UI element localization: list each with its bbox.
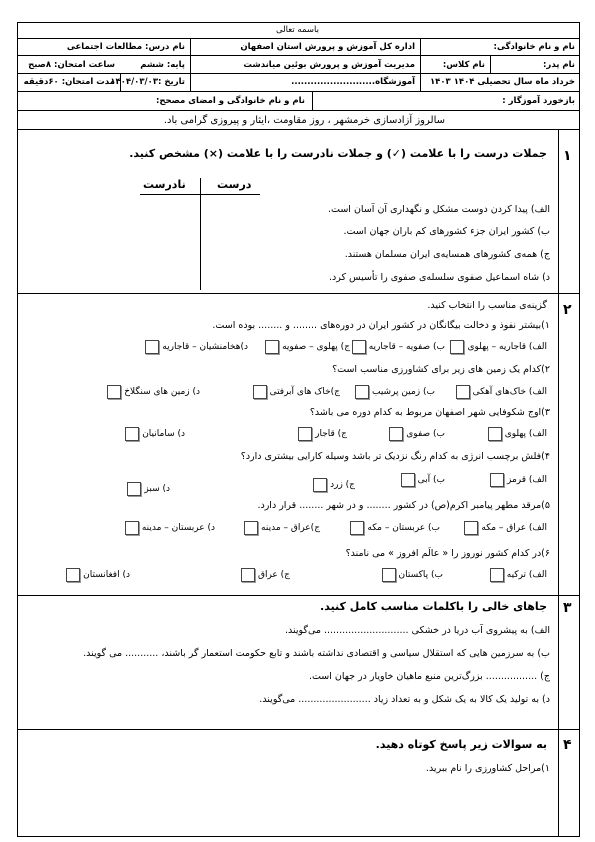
q4-number: ۴ — [563, 737, 572, 753]
q3-item-c: ج) ................. بزرگ‌ترین منبع ماهیان خاویار در جهان است. — [308, 671, 550, 682]
checkbox[interactable] — [127, 482, 141, 496]
top-title: باسمه تعالی — [276, 25, 319, 35]
motto: سالروز آزادسازی خرمشهر ، روز مقاومت ،ایثار و پیروزی گرامی باد. — [163, 115, 445, 126]
q3-number: ۳ — [563, 600, 572, 616]
q2-4-option-d[interactable]: د) سبز — [127, 482, 170, 496]
q1-title: جملات درست را با علامت (✓) و جملات نادرست را با علامت (×) مشخص کنید. — [129, 147, 547, 160]
q2-3-option-c[interactable]: ج) قاجار — [298, 427, 347, 441]
q1-item-a: الف) پیدا کردن دوست مشکل و نگهداری آن آسان است. — [327, 204, 550, 215]
q2-6-option-a[interactable]: الف) ترکیه — [490, 568, 547, 582]
q2-6-option-c[interactable]: ج) عراق — [241, 568, 290, 582]
checkbox[interactable] — [352, 340, 366, 354]
subject-label: نام درس: مطالعات اجتماعی — [66, 42, 185, 52]
q2-question-6: ۶)در کدام کشور نوروز را « عالَم افروز » می نامند؟ — [345, 548, 550, 559]
q2-1-option-c[interactable]: ج) پهلوی – صفویه — [265, 340, 350, 354]
checkbox[interactable] — [66, 568, 80, 582]
school-label: آموزشگاه.......................... — [291, 77, 415, 87]
checkbox[interactable] — [125, 521, 139, 535]
q1-col-false: نادرست — [143, 178, 186, 191]
checkbox[interactable] — [490, 473, 504, 487]
q2-3-option-d[interactable]: د) سامانیان — [125, 427, 185, 441]
q2-5-option-c[interactable]: ج)عراق – مدینه — [244, 521, 320, 535]
checkbox[interactable] — [456, 385, 470, 399]
q2-5-option-a[interactable]: الف) عراق – مکه — [464, 521, 547, 535]
student-name-label: نام و نام خانوادگی: — [493, 42, 575, 52]
q2-2-option-c[interactable]: ج)خاک های آبرفتی — [253, 385, 340, 399]
father-name-label: نام پدر: — [543, 60, 575, 70]
reviewer-label: بازخورد آموزگار : — [502, 96, 575, 106]
q2-1-option-a[interactable]: الف) قاجاریه – پهلوی — [450, 340, 547, 354]
q3-item-a: الف) به پیشروی آب دریا در خشکی ............................ می‌گویند. — [285, 625, 550, 636]
q2-1-option-d[interactable]: د)هخامنشیان – قاجاریه — [145, 340, 248, 354]
checkbox[interactable] — [382, 568, 396, 582]
q2-question-4: ۴)فلش برچسب انرژی به کدام رنگ نزدیک تر باشد وسیله کارایی بیشتری دارد؟ — [240, 451, 550, 462]
checkbox[interactable] — [401, 473, 415, 487]
q3-title: جاهای خالی را باکلمات مناسب کامل کنید. — [320, 600, 547, 613]
q2-1-option-b[interactable]: ب) صفویه – قاجاریه — [352, 340, 445, 354]
q2-4-option-b[interactable]: ب) آبی — [401, 473, 445, 487]
q2-6-option-b[interactable]: ب) پاکستان — [382, 568, 443, 582]
q2-question-2: ۲)کدام یک زمین های زیر برای کشاورزی مناسب است؟ — [332, 364, 550, 375]
q2-intro: گزینه‌ی مناسب را انتخاب کنید. — [427, 300, 547, 311]
q4-title: به سوالات زیر پاسخ کوتاه دهید. — [375, 738, 547, 751]
duration-label: مدت امتحان: ۶۰دقیقه — [23, 77, 115, 87]
q1-number: ۱ — [563, 148, 572, 164]
q4-item-1: ۱)مراحل کشاورزی را نام ببرید. — [425, 763, 550, 774]
q2-4-option-a[interactable]: الف) قرمز — [490, 473, 547, 487]
q2-5-option-d[interactable]: د) عربستان – مدینه — [125, 521, 215, 535]
q3-item-b: ب) به سرزمین هایی که استقلال سیاسی و اقتصادی نداشته باشند و تابع حکومت استعمار گر باشند، ........... می گویند. — [83, 648, 550, 659]
q2-3-option-b[interactable]: ب) صفوی — [389, 427, 445, 441]
checkbox[interactable] — [298, 427, 312, 441]
checkbox[interactable] — [107, 385, 121, 399]
q2-3-option-a[interactable]: الف) پهلوی — [488, 427, 547, 441]
org-line2: مدیریت آموزش و پرورش بوئین میاندشت — [243, 60, 415, 70]
checkbox[interactable] — [350, 521, 364, 535]
class-label: نام کلاس: — [442, 60, 485, 70]
q1-col-true: درست — [217, 178, 252, 191]
checkbox[interactable] — [313, 478, 327, 492]
q2-question-5: ۵)مرقد مطهر پیامبر اکرم(ص) در کشور ........ و در شهر ........ قرار دارد. — [257, 500, 550, 511]
q1-item-c: ج) همه‌ی کشورهای همسایه‌ی ایران مسلمان هستند. — [344, 249, 550, 260]
org-line1: اداره کل آموزش و پرورش استان اصفهان — [240, 42, 415, 52]
grade-label: پایه: ششم — [140, 60, 185, 70]
date-label: تاریخ :۱۴۰۴/۰۳/۰۳ — [110, 77, 185, 87]
q2-question-3: ۳)اوج شکوفایی شهر اصفهان مربوط به کدام دوره می باشد؟ — [309, 407, 550, 418]
q2-number: ۲ — [563, 302, 572, 318]
q1-item-b: ب) کشور ایران جزء کشورهای کم باران جهان است. — [343, 226, 550, 237]
q2-2-option-a[interactable]: الف) خاک‌های آهکی — [456, 385, 547, 399]
q2-question-1: ۱)بیشتر نفوذ و دخالت بیگانگان در کشور ایران در دوره‌های ........ و ........ بوده است. — [212, 320, 550, 331]
checkbox[interactable] — [389, 427, 403, 441]
checkbox[interactable] — [490, 568, 504, 582]
q2-4-option-c[interactable]: ج) زرد — [313, 478, 355, 492]
time-label: ساعت امتحان: ۸صبح — [28, 60, 115, 70]
checkbox[interactable] — [265, 340, 279, 354]
q2-2-option-b[interactable]: ب) زمین پرشیب — [355, 385, 435, 399]
checkbox[interactable] — [125, 427, 139, 441]
checkbox[interactable] — [450, 340, 464, 354]
checkbox[interactable] — [241, 568, 255, 582]
exam-date-label: خرداد ماه سال تحصیلی ۱۴۰۴ ۱۴۰۳ — [429, 77, 575, 87]
q1-item-d: د) شاه اسماعیل صفوی سلسله‌ی صفوی را تأسیس کرد. — [328, 272, 550, 283]
checkbox[interactable] — [145, 340, 159, 354]
q3-item-d: د) به تولید یک کالا به یک شکل و به تعداد زیاد ........................ می‌گویند. — [259, 694, 550, 705]
checkbox[interactable] — [355, 385, 369, 399]
corrector-label: نام و نام خانوادگی و امضای مصحح: — [155, 96, 305, 106]
q2-2-option-d[interactable]: د) زمین های سنگلاخ — [107, 385, 200, 399]
checkbox[interactable] — [244, 521, 258, 535]
checkbox[interactable] — [464, 521, 478, 535]
q2-6-option-d[interactable]: د) افغانستان — [66, 568, 130, 582]
checkbox[interactable] — [488, 427, 502, 441]
q2-5-option-b[interactable]: ب) عربستان – مکه — [350, 521, 440, 535]
checkbox[interactable] — [253, 385, 267, 399]
